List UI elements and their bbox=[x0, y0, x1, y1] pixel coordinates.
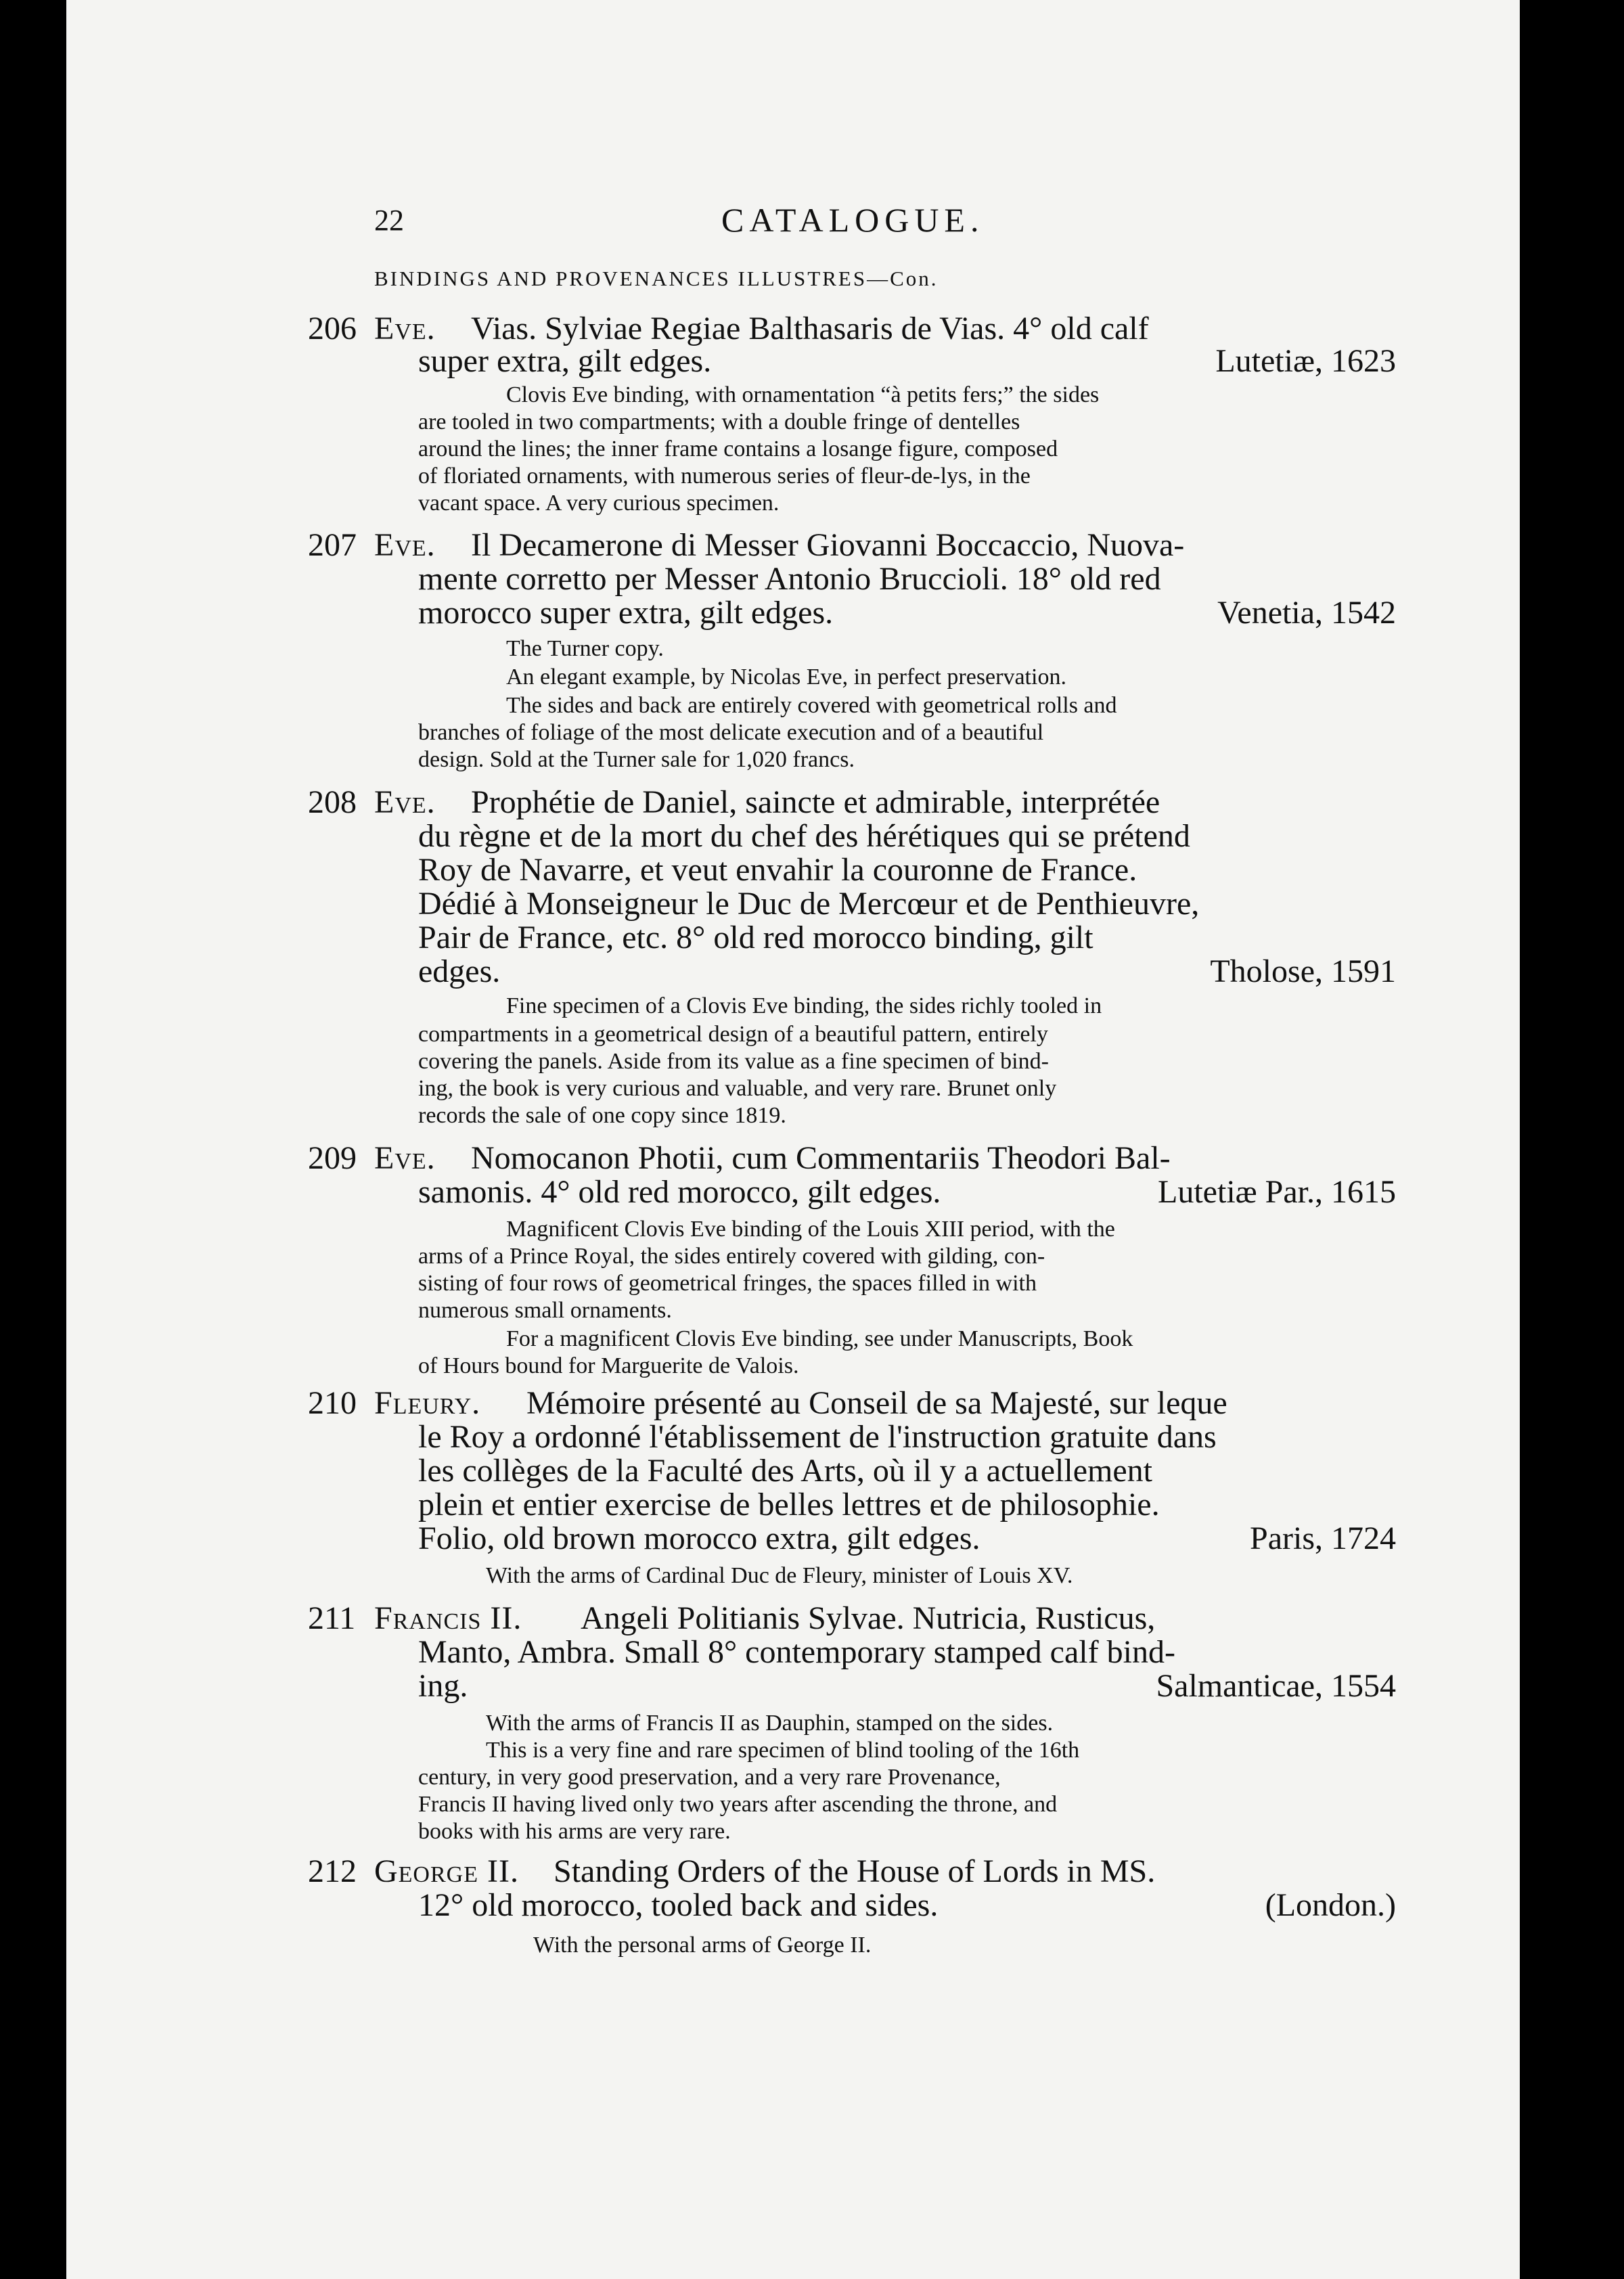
entry-note: records the sale of one copy since 1819. bbox=[418, 1103, 786, 1128]
entry-note: covering the panels. Aside from its value as a fine specimen of bind- bbox=[418, 1049, 1049, 1074]
entry-note: Fine specimen of a Clovis Eve binding, the sides richly tooled in bbox=[506, 993, 1102, 1018]
entry-note: An elegant example, by Nicolas Eve, in perfect preservation. bbox=[506, 664, 1066, 690]
lot-number: 208 bbox=[308, 784, 357, 820]
entry-note: ing, the book is very curious and valuable, and very rare. Brunet only bbox=[418, 1076, 1057, 1101]
entry-line: Mémoire présenté au Conseil de sa Majesté, sur leque bbox=[526, 1385, 1227, 1421]
entry-line: samonis. 4° old red morocco, gilt edges. bbox=[418, 1174, 941, 1210]
entry-line: Nomocanon Photii, cum Commentariis Theodori Bal- bbox=[471, 1140, 1171, 1176]
entry-note: compartments in a geometrical design of a beautiful pattern, entirely bbox=[418, 1022, 1048, 1047]
lot-number: 211 bbox=[308, 1600, 356, 1636]
entry-line: Prophétie de Daniel, saincte et admirable, interprétée bbox=[471, 784, 1160, 820]
entry-note: Francis II having lived only two years after ascending the throne, and bbox=[418, 1792, 1058, 1817]
entry-note: The Turner copy. bbox=[506, 636, 664, 661]
entry-note: numerous small ornaments. bbox=[418, 1298, 672, 1323]
entry-note: sisting of four rows of geometrical fringes, the spaces filled in with bbox=[418, 1271, 1037, 1296]
lot-number: 210 bbox=[308, 1385, 357, 1421]
entry-note: of Hours bound for Marguerite de Valois. bbox=[418, 1353, 799, 1378]
entry-line: Dédié à Monseigneur le Duc de Mercœur et de Penthieuvre, bbox=[418, 886, 1200, 922]
entry-note: books with his arms are very rare. bbox=[418, 1819, 731, 1844]
entry-author: Eve. bbox=[374, 1140, 436, 1176]
entry-line: super extra, gilt edges. bbox=[418, 343, 712, 379]
entry-note: are tooled in two compartments; with a double fringe of dentelles bbox=[418, 409, 1020, 434]
entry-note: arms of a Prince Royal, the sides entirely covered with gilding, con- bbox=[418, 1244, 1045, 1269]
catalogue-page bbox=[66, 0, 1520, 2279]
entry-author: Eve. bbox=[374, 784, 436, 820]
entry-note: Magnificent Clovis Eve binding of the Louis XIII period, with the bbox=[506, 1217, 1115, 1242]
entry-author: Fleury. bbox=[374, 1385, 481, 1421]
entry-line: Standing Orders of the House of Lords in MS. bbox=[554, 1853, 1156, 1889]
entry-line: le Roy a ordonné l'établissement de l'instruction gratuite dans bbox=[418, 1419, 1217, 1455]
entry-imprint: Paris, 1724 bbox=[1250, 1520, 1396, 1556]
entry-line: mente corretto per Messer Antonio Bruccioli. 18° old red bbox=[418, 561, 1161, 597]
entry-imprint: Tholose, 1591 bbox=[1210, 953, 1396, 989]
entry-line: Pair de France, etc. 8° old red morocco binding, gilt bbox=[418, 920, 1093, 955]
entry-author: Francis II. bbox=[374, 1600, 522, 1636]
entry-note: With the personal arms of George II. bbox=[533, 1933, 872, 1958]
entry-imprint: Salmanticae, 1554 bbox=[1156, 1668, 1396, 1704]
entry-note: branches of foliage of the most delicate execution and of a beautiful bbox=[418, 720, 1044, 745]
entry-note: This is a very fine and rare specimen of blind tooling of the 16th bbox=[486, 1738, 1080, 1763]
entry-note: Clovis Eve binding, with ornamentation “à petits fers;” the sides bbox=[506, 382, 1100, 407]
entry-author: Eve. bbox=[374, 311, 436, 346]
lot-number: 206 bbox=[308, 311, 357, 346]
entry-note: With the arms of Francis II as Dauphin, stamped on the sides. bbox=[486, 1711, 1054, 1736]
entry-note: The sides and back are entirely covered with geometrical rolls and bbox=[506, 693, 1117, 718]
entry-imprint: Lutetiæ, 1623 bbox=[1215, 343, 1396, 379]
entry-line: 12° old morocco, tooled back and sides. bbox=[418, 1887, 939, 1923]
entry-note: With the arms of Cardinal Duc de Fleury, minister of Louis XV. bbox=[486, 1563, 1073, 1588]
entry-line: Manto, Ambra. Small 8° contemporary stamped calf bind- bbox=[418, 1634, 1175, 1670]
section-header: BINDINGS AND PROVENANCES ILLUSTRES—Con. bbox=[374, 267, 939, 290]
page-number: 22 bbox=[374, 204, 404, 237]
entry-line: plein et entier exercise de belles lettres et de philosophie. bbox=[418, 1487, 1160, 1522]
entry-line: les collèges de la Faculté des Arts, où il y a actuellement bbox=[418, 1453, 1152, 1489]
entry-line: Il Decamerone di Messer Giovanni Boccaccio, Nuova- bbox=[471, 527, 1185, 563]
page-text bbox=[66, 0, 1520, 2279]
entry-imprint: Lutetiæ Par., 1615 bbox=[1158, 1174, 1396, 1210]
entry-note: For a magnificent Clovis Eve binding, see under Manuscripts, Book bbox=[506, 1326, 1133, 1351]
entry-author: Eve. bbox=[374, 527, 436, 563]
entry-line: Vias. Sylviae Regiae Balthasaris de Vias. 4° old calf bbox=[471, 311, 1149, 346]
entry-line: morocco super extra, gilt edges. bbox=[418, 595, 834, 631]
page-title: CATALOGUE. bbox=[721, 201, 985, 239]
lot-number: 207 bbox=[308, 527, 357, 563]
lot-number: 212 bbox=[308, 1853, 357, 1889]
entry-line: Roy de Navarre, et veut envahir la couronne de France. bbox=[418, 852, 1137, 888]
entry-imprint: (London.) bbox=[1265, 1887, 1396, 1923]
entry-line: Angeli Politianis Sylvae. Nutricia, Rusticus, bbox=[581, 1600, 1156, 1636]
entry-line: ing. bbox=[418, 1668, 468, 1704]
entry-note: vacant space. A very curious specimen. bbox=[418, 491, 780, 516]
lot-number: 209 bbox=[308, 1140, 357, 1176]
entry-line: Folio, old brown morocco extra, gilt edges. bbox=[418, 1520, 980, 1556]
entry-note: design. Sold at the Turner sale for 1,020 francs. bbox=[418, 747, 855, 772]
entry-note: of floriated ornaments, with numerous series of fleur-de-lys, in the bbox=[418, 464, 1031, 489]
entry-note: around the lines; the inner frame contains a losange figure, composed bbox=[418, 436, 1058, 461]
entry-line: du règne et de la mort du chef des hérétiques qui se prétend bbox=[418, 818, 1190, 854]
entry-imprint: Venetia, 1542 bbox=[1217, 595, 1396, 631]
entry-note: century, in very good preservation, and a very rare Provenance, bbox=[418, 1765, 1001, 1790]
entry-author: George II. bbox=[374, 1853, 519, 1889]
entry-line: edges. bbox=[418, 953, 501, 989]
